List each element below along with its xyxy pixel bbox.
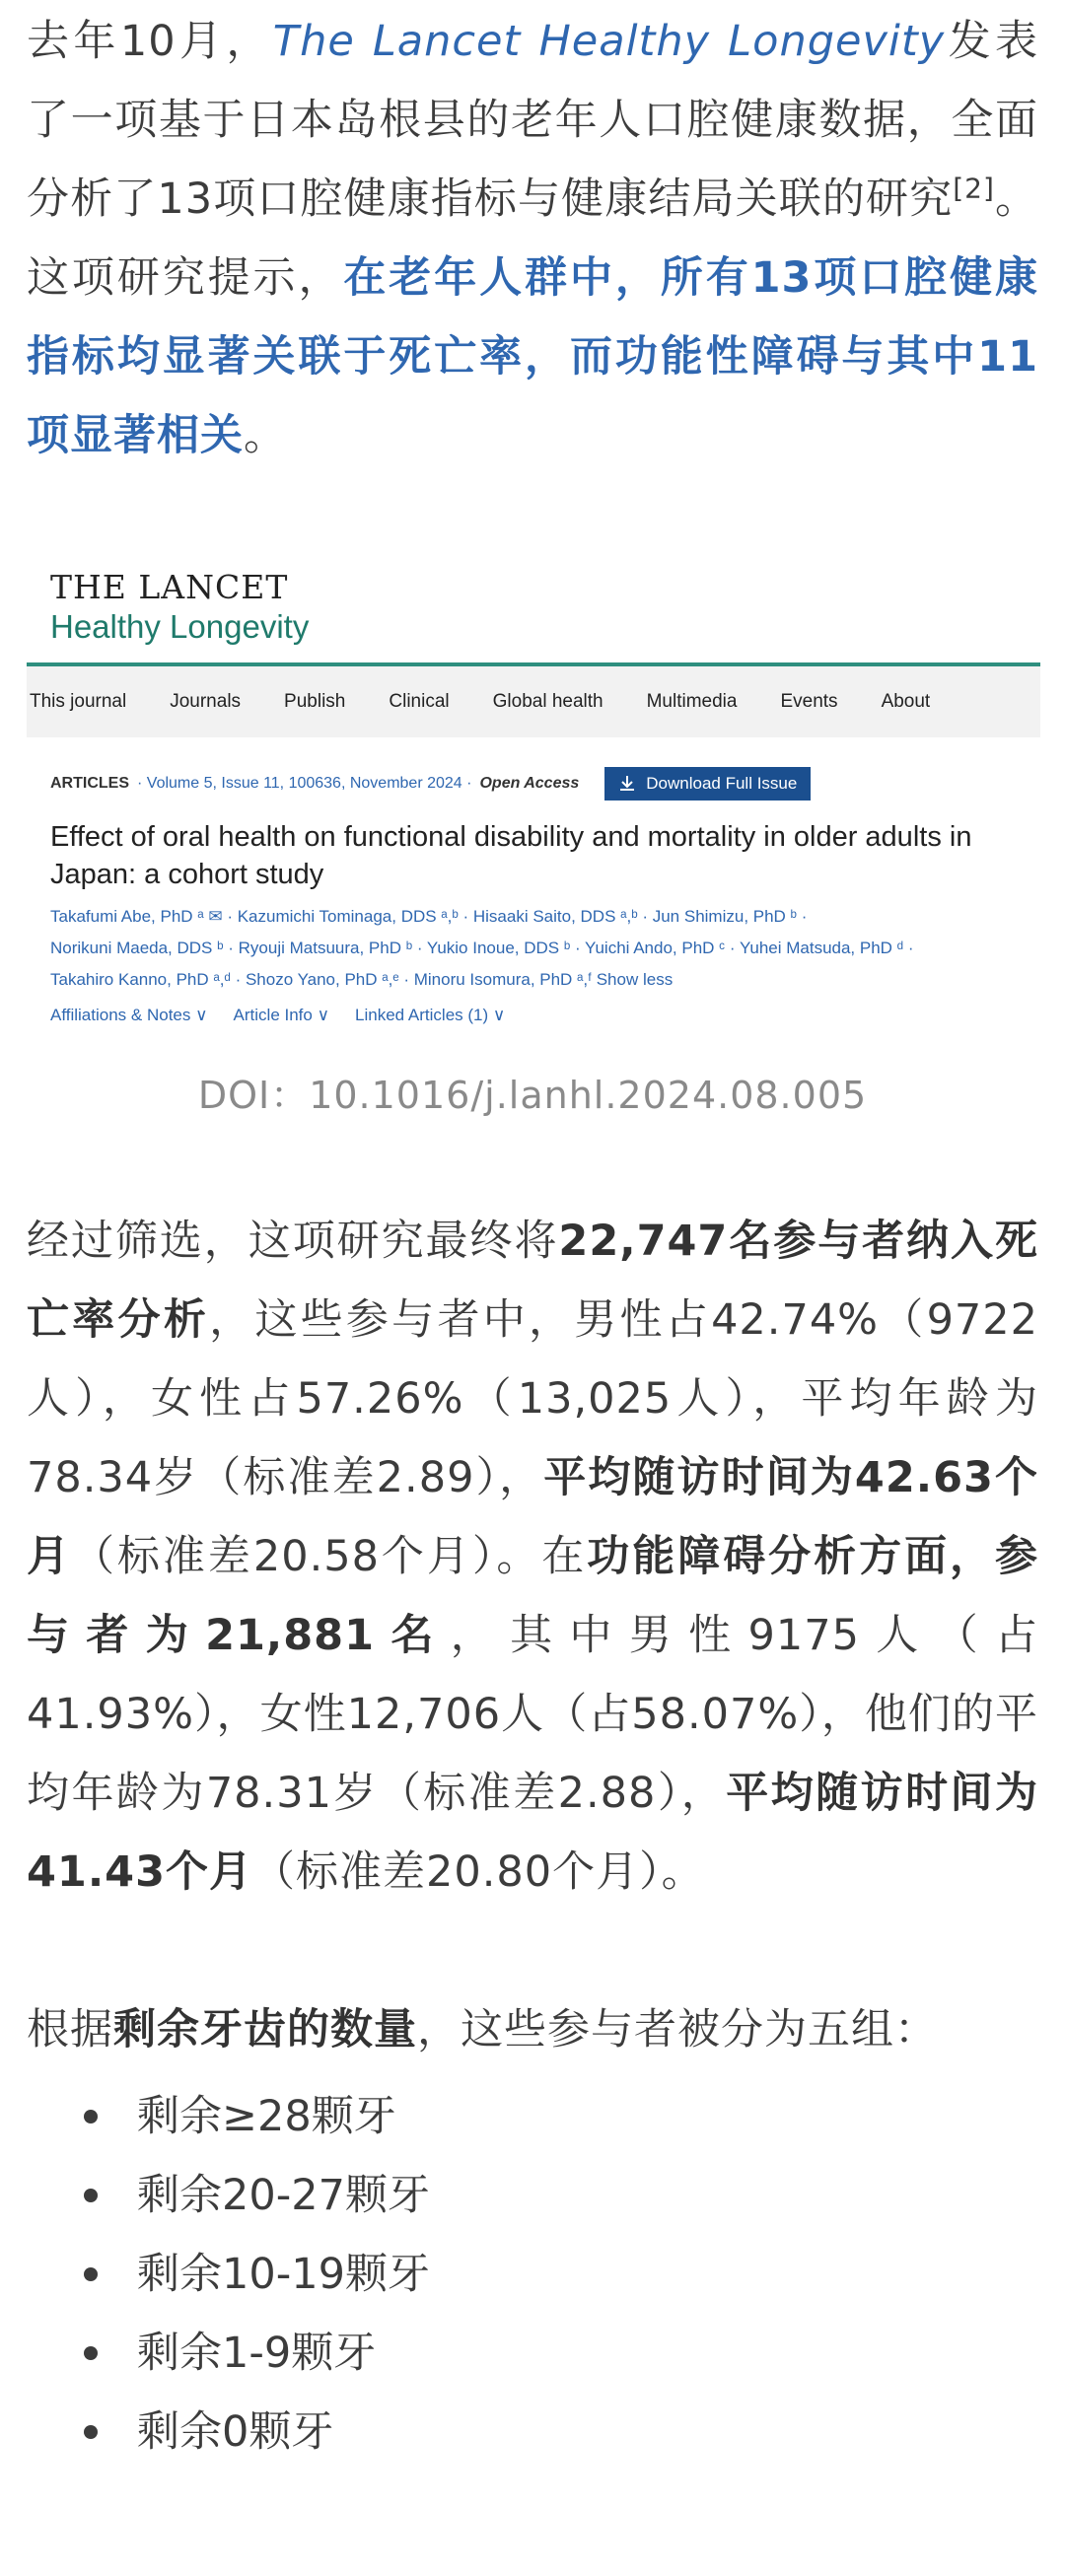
bullet-icon xyxy=(84,2189,98,2202)
bullet-icon xyxy=(84,2110,98,2123)
teeth-group-list xyxy=(27,2077,1038,2472)
nav-journals[interactable]: Journals xyxy=(170,691,242,712)
open-access-label: Open Access xyxy=(479,775,580,792)
nav-multimedia[interactable]: Multimedia xyxy=(646,691,738,712)
lancet-screenshot xyxy=(27,568,1040,1025)
body-text: （标准差20.80个月）。 xyxy=(252,1847,705,1897)
lancet-logo-title: THE LANCET xyxy=(50,568,289,606)
body-text: ，这些参与者被分为五组： xyxy=(417,2005,938,2054)
affiliations-toggle[interactable]: Affiliations & Notes ∨ xyxy=(50,1006,208,1024)
doi-caption: DOI：10.1016/j.lanhl.2024.08.005 xyxy=(197,1074,868,1117)
nav-global-health[interactable]: Global health xyxy=(492,691,604,712)
nav-publish[interactable]: Publish xyxy=(284,691,346,712)
bold-text: 剩余牙齿的数量 xyxy=(113,2005,417,2054)
participants-paragraph xyxy=(27,1202,1038,1912)
article-links xyxy=(50,1006,1040,1025)
intro-text: 。 xyxy=(244,411,287,460)
bullet-icon xyxy=(84,2346,98,2360)
body-text: 根据 xyxy=(27,2005,113,2054)
download-label: Download Full Issue xyxy=(646,774,798,793)
intro-paragraph xyxy=(27,2,1038,475)
article-title: Effect of oral health on functional disability and mortality in older adults in Japan: a cohort study xyxy=(50,821,972,890)
linked-articles-toggle[interactable]: Linked Articles (1) ∨ xyxy=(355,1006,506,1024)
intro-text: 去年10月， xyxy=(27,17,273,66)
volume-link[interactable]: · Volume 5, Issue 11, 100636, November 2024 · xyxy=(137,775,472,792)
bold-text: 22,747名参与者纳入死亡率分析 xyxy=(27,1217,1039,1345)
lancet-logo-subtitle: Healthy Longevity xyxy=(50,608,310,645)
bullet-icon xyxy=(84,2267,98,2281)
list-item xyxy=(27,2235,1038,2314)
list-item-label: 剩余20-27颗牙 xyxy=(137,2171,430,2220)
nav-clinical[interactable]: Clinical xyxy=(389,691,450,712)
body-text: ，这些参与者中，男性占42.74%（9722人），女性占57.26%（13,025人），平均年龄为78.34岁（标准差2.89）， xyxy=(27,1295,1039,1502)
author-list xyxy=(50,901,1040,996)
bold-text: 平均随访时间为42.63个月 xyxy=(27,1453,1039,1581)
list-item xyxy=(27,2314,1038,2393)
nav-about[interactable]: About xyxy=(881,691,931,712)
download-icon xyxy=(618,775,636,793)
body-text: （标准差20.58个月）。在 xyxy=(71,1532,588,1581)
intro-text: 。这项研究提示， xyxy=(27,174,1039,303)
groups-intro-paragraph xyxy=(27,1990,1038,2069)
highlight-text: 在老年人群中，所有13项口腔健康指标均显著关联于死亡率，而功能性障碍与其中11项显著相关 xyxy=(27,253,1039,460)
article-page xyxy=(0,2,1065,2472)
list-item xyxy=(27,2156,1038,2235)
journal-link[interactable]: The Lancet Healthy Longevity xyxy=(272,17,946,66)
list-item-label: 剩余≥28颗牙 xyxy=(137,2092,396,2141)
bullet-icon xyxy=(84,2425,98,2439)
list-item xyxy=(27,2077,1038,2156)
list-item-label: 剩余10-19颗牙 xyxy=(137,2250,430,2299)
reference-marker[interactable]: [2] xyxy=(953,172,995,205)
list-item-label: 剩余0颗牙 xyxy=(137,2407,334,2457)
journal-navbar xyxy=(27,662,1040,737)
list-item xyxy=(27,2393,1038,2472)
author-line[interactable]: Takafumi Abe, PhD ᵃ ✉ · Kazumichi Tominaga, DDS ᵃ,ᵇ · Hisaaki Saito, DDS ᵃ,ᵇ · Jun Shimizu, PhD ᵇ · xyxy=(50,907,808,926)
body-text: 经过筛选，这项研究最终将 xyxy=(27,1217,559,1266)
article-info-toggle[interactable]: Article Info ∨ xyxy=(233,1006,330,1024)
bold-text: 平均随访时间为41.43个月 xyxy=(27,1769,1038,1897)
nav-this-journal[interactable]: This journal xyxy=(30,691,127,712)
body-text: ，其中男性9175人（占41.93%），女性12,706人（占58.07%），他们的平均年龄为78.31岁（标准差2.88）， xyxy=(27,1611,1038,1818)
author-line[interactable]: Norikuni Maeda, DDS ᵇ · Ryouji Matsuura, PhD ᵇ · Yukio Inoue, DDS ᵇ · Yuichi Ando, PhD ᶜ · Yuhei Matsuda, PhD ᵈ · xyxy=(50,939,914,957)
list-item-label: 剩余1-9颗牙 xyxy=(137,2329,377,2378)
bold-text: 功能障碍分析方面，参与者为21,881名 xyxy=(27,1532,1039,1660)
intro-text: 发表了一项基于日本岛根县的老年人口腔健康数据，全面分析了13项口腔健康指标与健康结局关联的研究 xyxy=(27,17,1038,224)
articles-label: ARTICLES xyxy=(50,775,129,792)
author-line[interactable]: Takahiro Kanno, PhD ᵃ,ᵈ · Shozo Yano, PhD ᵃ,ᵉ · Minoru Isomura, PhD ᵃ,ᶠ Show less xyxy=(50,970,674,989)
nav-events[interactable]: Events xyxy=(780,691,838,712)
article-meta xyxy=(27,767,1040,801)
download-full-issue-button[interactable] xyxy=(604,767,811,801)
